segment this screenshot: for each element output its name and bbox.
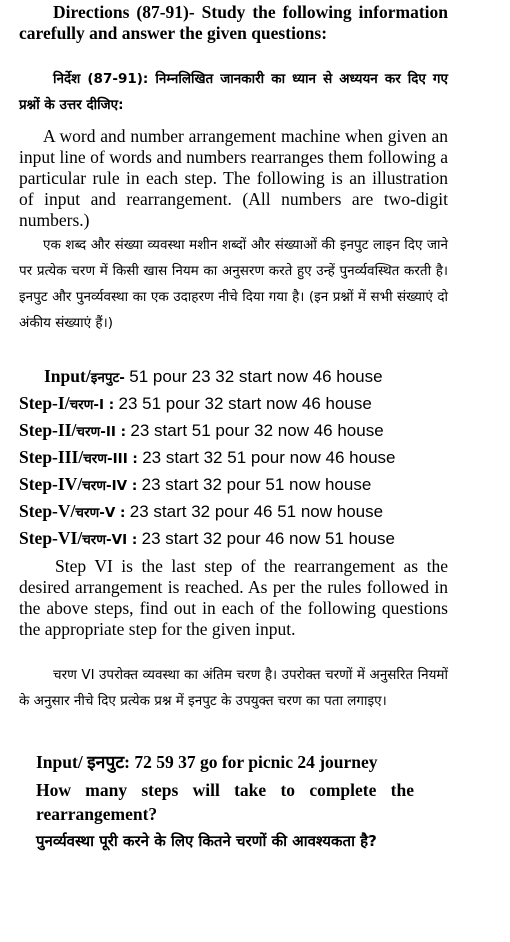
step-label: Step-II/चरण-II : — [19, 420, 126, 440]
step-1-line — [19, 393, 372, 414]
step-value: 23 start 32 pour 46 now 51 house — [141, 529, 395, 548]
step-4-line — [19, 474, 371, 495]
directions-hindi: निर्देश (87-91): निम्नलिखित जानकारी का ध्यान से अध्ययन कर दिए गए प्रश्नों के उत्तर दीजिए: — [19, 71, 448, 113]
step-label: Step-I/चरण-I : — [19, 393, 115, 413]
intro-hindi: एक शब्द और संख्या व्यवस्था मशीन शब्दों और संख्याओं की इनपुट लाइन दिए जाने पर प्रत्येक चरण में किसी खास नियम का अनुसरण करते हुए उन्हें पुनर्व्यवस्थित करती है। इनपुट और पुनर्व्यवस्था का एक उदाहरण नीचे दिया गया है। (इन प्रश्नों में सभी संख्याएं दो अंकीय संख्याएं हैं।) — [19, 237, 448, 331]
step-value: 51 pour 23 32 start now 46 house — [129, 367, 383, 386]
note-english: Step VI is the last step of the rearrangement as the desired arrangement is reached. As per the rules followed in the above steps, find out in each of the following questions the appropriate step for the given input. — [19, 556, 448, 639]
question-input-value: 72 59 37 go for picnic 24 journey — [134, 752, 378, 772]
step-2-line — [19, 420, 384, 441]
question-hindi: पुनर्व्यवस्था पूरी करने के लिए कितने चरणों की आवश्यकता है? — [36, 832, 377, 850]
step-3-line — [19, 447, 395, 468]
note-hindi: चरण VI उपरोक्त व्यवस्था का अंतिम चरण है। उपरोक्त चरणों में अनुसरित नियमों के अनुसार नीचे दिए प्रत्येक प्रश्न में इनपुट के उपयुक्त चरण का पता लगाइए। — [19, 667, 448, 709]
step-value: 23 51 pour 32 start now 46 house — [118, 394, 372, 413]
step-label: Step-III/चरण-III : — [19, 447, 138, 467]
step-value: 23 start 32 51 pour now 46 house — [142, 448, 396, 467]
step-value: 23 start 51 pour 32 now 46 house — [130, 421, 384, 440]
intro-english: A word and number arrangement machine when given an input line of words and numbers rearranges them following a particular rule in each step. The following is an illustration of input and rearrangement. (All numbers are two-digit numbers.) — [19, 126, 448, 230]
step-value: 23 start 32 pour 46 51 now house — [129, 502, 384, 521]
step-label: Step-VI/चरण-VI : — [19, 528, 138, 548]
step-label: Step-IV/चरण-IV : — [19, 474, 138, 494]
step-value: 23 start 32 pour 51 now house — [141, 475, 372, 494]
directions-english: Directions (87-91)- Study the following information carefully and answer the given questions: — [19, 2, 448, 43]
step-label: Input/इनपुट- — [44, 366, 125, 386]
step-5-line — [19, 501, 383, 522]
input-line — [44, 366, 383, 387]
step-6-line — [19, 528, 395, 549]
step-label: Step-V/चरण-V : — [19, 501, 126, 521]
question-english: How many steps will take to complete the rearrangement? — [36, 780, 414, 824]
question-input-label: Input/ इनपुट: — [36, 752, 130, 772]
question-input — [36, 750, 414, 775]
question-block — [36, 750, 414, 855]
